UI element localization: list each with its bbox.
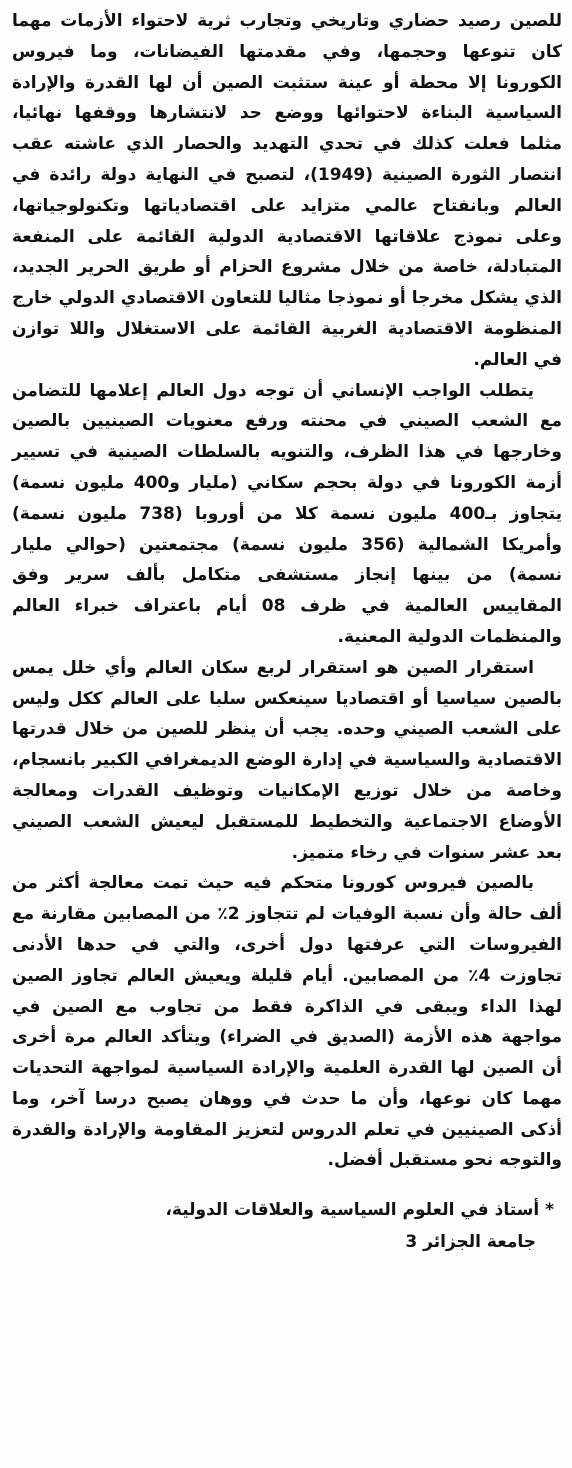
article-paragraph-4: بالصين فيروس كورونا متحكم فيه حيث تمت معالجة أكثر من ألف حالة وأن نسبة الوفيات لم تتجاوز 2٪ من المصابين مقارنة مع الفيروسات التي عرفتها دول أخرى، والتي في حدها الأدنى تجاوزت 4٪ من المصابين. أيام قليلة ويعيش العالم تجاوز الصين لهذا الداء ويبقى في الذاكرة فقط من تجاوب مع الصين في مواجهة هذه الأزمة (الصديق في الضراء) ويتأكد العالم مرة أخرى أن الصين لها القدرة العلمية والإرادة السياسية لمواجهة التحديات مهما كان نوعها، وأن ما حدث في ووهان يصبح درسا آخر، وما أذكى الصينيين في تعلم الدروس لتعزيز المقاومة والإرادة والقدرة والتوجه نحو مستقبل أفضل. [12,873,563,1171]
author-affiliation: جامعة الجزائر 3 [405,1232,536,1253]
author-note [12,1194,562,1258]
article-body [12,6,562,1176]
article-paragraph-1: للصين رصيد حضاري وتاريخي وتجارب ثرية لاحتواء الأزمات مهما كان تنوعها وحجمها، وفي مقدمتها الفيضانات، وما فيروس الكورونا إلا محطة أو عينة ستثبت الصين أن لها القدرة والإرادة السياسية البناءة لاحتوائها ووضع حد لانتشارها ووقفها نهائيا، مثلما فعلت كذلك في تحدي التهديد والحصار الذي عاشته عقب انتصار الثورة الصينية (1949)، لتصبح في النهاية دولة رائدة في العالم وبانفتاح عالمي متزايد على اقتصادياتها وتكنولوجياتها، وعلى نموذج علاقاتها الاقتصادية الدولية القائمة على المنفعة المتبادلة، خاصة من خلال مشروع الحزام أو طريق الحرير الجديد، الذي يشكل مخرجا أو نموذجا مثاليا للتعاون الاقتصادي الدولي خارج المنظومة الاقتصادية الغربية القائمة على الاستغلال واللا توازن في العالم. [12,11,562,370]
author-title: * أستاذ في العلوم السياسية والعلاقات الدولية، [165,1200,554,1221]
article-paragraph-2: يتطلب الواجب الإنساني أن توجه دول العالم إعلامها للتضامن مع الشعب الصيني في محنته ورفع معنويات الصينيين بالصين وخارجها في هذا الظرف، والتنويه بالسلطات الصينية في تسيير أزمة الكورونا في دولة بحجم سكاني (مليار و400 مليون نسمة) يتجاوز بـ400 مليون نسمة كلا من أوروبا (738 مليون نسمة) وأمريكا الشمالية (356 مليون نسمة) مجتمعتين (حوالي مليار نسمة) من بينها إنجاز مستشفى متكامل بألف سرير وفق المقاييس العالمية في ظرف 08 أيام باعتراف خبراء العالم والمنظمات الدولية المعنية. [12,380,563,647]
article-paragraph-3: استقرار الصين هو استقرار لربع سكان العالم وأي خلل يمس بالصين سياسيا أو اقتصاديا سينعكس سلبا على العالم ككل وليس على الشعب الصيني وحده. يجب أن ينظر للصين من خلال قدرتها الاقتصادية والسياسية في إدارة الوضع الديمغرافي الكبير بانسجام، وخاصة من خلال توزيع الإمكانيات وتوظيف القدرات ومعالجة الأوضاع الاجتماعية والتخطيط للمستقبل ليعيش الشعب الصيني بعد عشر سنوات في رخاء متميز. [12,657,562,863]
